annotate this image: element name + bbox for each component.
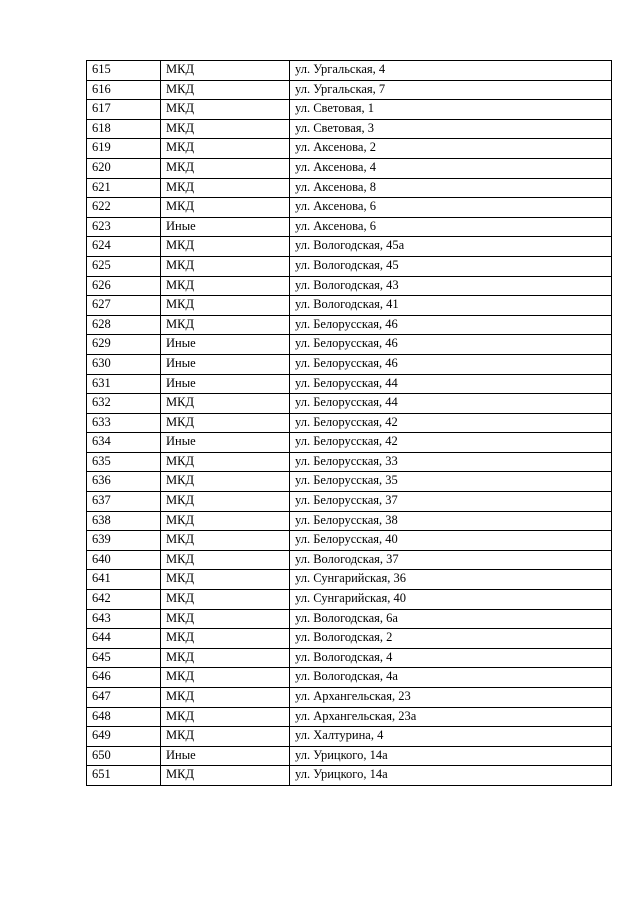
row-number-cell: 644: [87, 629, 161, 649]
address-cell: ул. Вологодская, 45а: [290, 237, 612, 257]
row-number-cell: 625: [87, 256, 161, 276]
table-row: [87, 296, 612, 316]
row-number-cell: 631: [87, 374, 161, 394]
address-table-body: [87, 61, 612, 786]
table-row: [87, 570, 612, 590]
table-row: [87, 256, 612, 276]
row-number-cell: 623: [87, 217, 161, 237]
row-number-cell: 632: [87, 394, 161, 414]
row-number-cell: 637: [87, 492, 161, 512]
object-type-cell: МКД: [161, 492, 290, 512]
table-row: [87, 433, 612, 453]
object-type-cell: МКД: [161, 609, 290, 629]
table-row: [87, 727, 612, 747]
object-type-cell: МКД: [161, 139, 290, 159]
table-row: [87, 394, 612, 414]
address-cell: ул. Урицкого, 14а: [290, 766, 612, 786]
row-number-cell: 641: [87, 570, 161, 590]
row-number-cell: 638: [87, 511, 161, 531]
object-type-cell: МКД: [161, 629, 290, 649]
object-type-cell: МКД: [161, 296, 290, 316]
address-cell: ул. Вологодская, 6а: [290, 609, 612, 629]
table-row: [87, 158, 612, 178]
address-cell: ул. Аксенова, 4: [290, 158, 612, 178]
row-number-cell: 634: [87, 433, 161, 453]
address-cell: ул. Вологодская, 4: [290, 648, 612, 668]
row-number-cell: 635: [87, 452, 161, 472]
object-type-cell: Иные: [161, 433, 290, 453]
row-number-cell: 616: [87, 80, 161, 100]
table-row: [87, 217, 612, 237]
table-row: [87, 335, 612, 355]
address-cell: ул. Белорусская, 42: [290, 433, 612, 453]
address-cell: ул. Сунгарийская, 40: [290, 590, 612, 610]
address-cell: ул. Архангельская, 23а: [290, 707, 612, 727]
address-cell: ул. Урицкого, 14а: [290, 746, 612, 766]
address-cell: ул. Вологодская, 2: [290, 629, 612, 649]
address-cell: ул. Халтурина, 4: [290, 727, 612, 747]
table-row: [87, 648, 612, 668]
object-type-cell: МКД: [161, 531, 290, 551]
object-type-cell: Иные: [161, 354, 290, 374]
address-cell: ул. Световая, 3: [290, 119, 612, 139]
address-cell: ул. Вологодская, 45: [290, 256, 612, 276]
row-number-cell: 626: [87, 276, 161, 296]
address-cell: ул. Ургальская, 7: [290, 80, 612, 100]
address-cell: ул. Ургальская, 4: [290, 61, 612, 81]
row-number-cell: 651: [87, 766, 161, 786]
table-row: [87, 766, 612, 786]
address-cell: ул. Световая, 1: [290, 100, 612, 120]
object-type-cell: МКД: [161, 452, 290, 472]
row-number-cell: 620: [87, 158, 161, 178]
object-type-cell: МКД: [161, 80, 290, 100]
address-cell: ул. Белорусская, 33: [290, 452, 612, 472]
object-type-cell: МКД: [161, 237, 290, 257]
object-type-cell: Иные: [161, 374, 290, 394]
table-row: [87, 178, 612, 198]
row-number-cell: 649: [87, 727, 161, 747]
address-cell: ул. Белорусская, 46: [290, 315, 612, 335]
address-cell: ул. Вологодская, 4а: [290, 668, 612, 688]
row-number-cell: 615: [87, 61, 161, 81]
table-row: [87, 629, 612, 649]
address-cell: ул. Вологодская, 41: [290, 296, 612, 316]
address-cell: ул. Белорусская, 44: [290, 394, 612, 414]
table-row: [87, 609, 612, 629]
address-cell: ул. Архангельская, 23: [290, 688, 612, 708]
address-cell: ул. Сунгарийская, 36: [290, 570, 612, 590]
row-number-cell: 618: [87, 119, 161, 139]
table-row: [87, 511, 612, 531]
object-type-cell: МКД: [161, 158, 290, 178]
table-row: [87, 315, 612, 335]
object-type-cell: МКД: [161, 707, 290, 727]
object-type-cell: МКД: [161, 256, 290, 276]
address-cell: ул. Белорусская, 46: [290, 335, 612, 355]
table-row: [87, 80, 612, 100]
object-type-cell: МКД: [161, 394, 290, 414]
row-number-cell: 629: [87, 335, 161, 355]
table-row: [87, 590, 612, 610]
address-cell: ул. Белорусская, 44: [290, 374, 612, 394]
row-number-cell: 627: [87, 296, 161, 316]
table-row: [87, 100, 612, 120]
object-type-cell: МКД: [161, 276, 290, 296]
object-type-cell: МКД: [161, 472, 290, 492]
table-row: [87, 61, 612, 81]
address-cell: ул. Вологодская, 37: [290, 550, 612, 570]
object-type-cell: Иные: [161, 217, 290, 237]
table-row: [87, 198, 612, 218]
table-row: [87, 374, 612, 394]
object-type-cell: МКД: [161, 100, 290, 120]
table-row: [87, 550, 612, 570]
object-type-cell: МКД: [161, 315, 290, 335]
row-number-cell: 646: [87, 668, 161, 688]
object-type-cell: МКД: [161, 119, 290, 139]
table-row: [87, 276, 612, 296]
row-number-cell: 647: [87, 688, 161, 708]
address-table: [86, 60, 612, 786]
object-type-cell: МКД: [161, 198, 290, 218]
row-number-cell: 617: [87, 100, 161, 120]
table-row: [87, 237, 612, 257]
table-row: [87, 668, 612, 688]
address-cell: ул. Вологодская, 43: [290, 276, 612, 296]
address-cell: ул. Белорусская, 38: [290, 511, 612, 531]
address-cell: ул. Белорусская, 37: [290, 492, 612, 512]
object-type-cell: Иные: [161, 335, 290, 355]
object-type-cell: МКД: [161, 668, 290, 688]
table-row: [87, 413, 612, 433]
table-row: [87, 472, 612, 492]
address-cell: ул. Аксенова, 6: [290, 217, 612, 237]
object-type-cell: МКД: [161, 590, 290, 610]
table-row: [87, 119, 612, 139]
address-cell: ул. Аксенова, 2: [290, 139, 612, 159]
table-row: [87, 354, 612, 374]
object-type-cell: МКД: [161, 178, 290, 198]
table-row: [87, 452, 612, 472]
table-row: [87, 688, 612, 708]
table-row: [87, 531, 612, 551]
row-number-cell: 648: [87, 707, 161, 727]
address-cell: ул. Белорусская, 40: [290, 531, 612, 551]
row-number-cell: 650: [87, 746, 161, 766]
object-type-cell: МКД: [161, 61, 290, 81]
address-cell: ул. Белорусская, 35: [290, 472, 612, 492]
row-number-cell: 640: [87, 550, 161, 570]
object-type-cell: МКД: [161, 727, 290, 747]
row-number-cell: 621: [87, 178, 161, 198]
object-type-cell: МКД: [161, 511, 290, 531]
object-type-cell: МКД: [161, 688, 290, 708]
row-number-cell: 619: [87, 139, 161, 159]
row-number-cell: 633: [87, 413, 161, 433]
table-row: [87, 707, 612, 727]
row-number-cell: 639: [87, 531, 161, 551]
address-cell: ул. Белорусская, 46: [290, 354, 612, 374]
table-row: [87, 746, 612, 766]
object-type-cell: МКД: [161, 648, 290, 668]
address-cell: ул. Белорусская, 42: [290, 413, 612, 433]
row-number-cell: 643: [87, 609, 161, 629]
object-type-cell: МКД: [161, 766, 290, 786]
row-number-cell: 630: [87, 354, 161, 374]
table-row: [87, 492, 612, 512]
row-number-cell: 622: [87, 198, 161, 218]
address-cell: ул. Аксенова, 6: [290, 198, 612, 218]
row-number-cell: 624: [87, 237, 161, 257]
object-type-cell: МКД: [161, 550, 290, 570]
table-row: [87, 139, 612, 159]
object-type-cell: МКД: [161, 413, 290, 433]
row-number-cell: 645: [87, 648, 161, 668]
object-type-cell: Иные: [161, 746, 290, 766]
row-number-cell: 636: [87, 472, 161, 492]
row-number-cell: 628: [87, 315, 161, 335]
object-type-cell: МКД: [161, 570, 290, 590]
row-number-cell: 642: [87, 590, 161, 610]
address-cell: ул. Аксенова, 8: [290, 178, 612, 198]
